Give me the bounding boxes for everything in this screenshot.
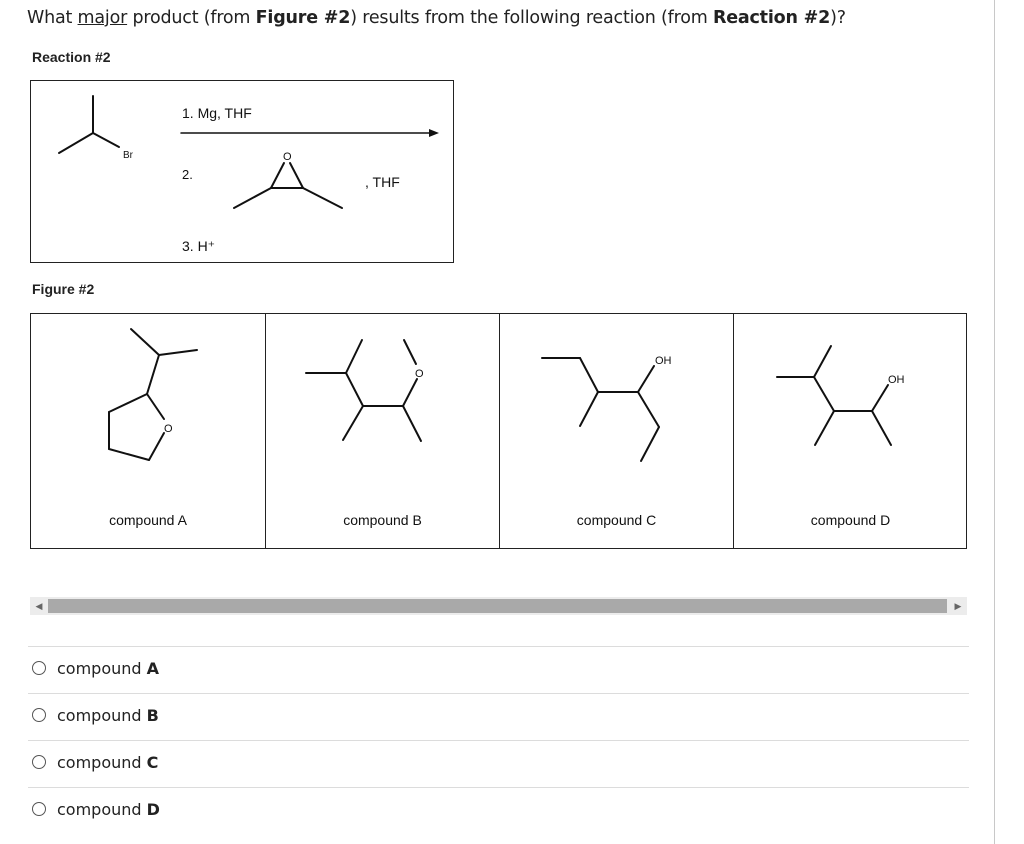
page-right-border: [994, 0, 995, 844]
step-2: 2.: [182, 167, 193, 182]
step-3: 3. H⁺: [182, 238, 216, 254]
option-compound-b[interactable]: [28, 693, 969, 740]
option-label: compound C: [57, 753, 159, 772]
compound-b-cell: [265, 314, 499, 548]
answer-options: [28, 646, 969, 834]
compound-b-label: compound B: [343, 512, 422, 528]
epoxide-methyl-right: [303, 188, 342, 208]
reaction-drawing: [31, 81, 455, 264]
option-label: compound A: [57, 659, 160, 678]
epoxide-co-right: [290, 163, 303, 188]
option-label: compound D: [57, 800, 160, 819]
epoxide-oxygen: O: [283, 151, 292, 163]
figure-grid: [30, 313, 967, 549]
compound-a-cell: [31, 314, 265, 548]
radio-compound-c[interactable]: [32, 755, 46, 769]
option-compound-d[interactable]: [28, 787, 969, 834]
emphasis-major: major: [77, 8, 128, 28]
halide-bond-left: [59, 133, 93, 153]
compound-c-label: compound C: [576, 512, 657, 528]
option-compound-c[interactable]: [28, 740, 969, 787]
compound-a-oxygen: O: [164, 423, 173, 435]
compound-d-cell: [733, 314, 967, 548]
compound-c-cell: [499, 314, 733, 548]
reaction-scheme: [30, 80, 454, 263]
step-1: 1. Mg, THF: [182, 105, 252, 121]
radio-compound-b[interactable]: [32, 708, 46, 722]
halide-atom: Br: [123, 150, 133, 161]
option-label: compound B: [57, 706, 159, 725]
compound-d-label: compound D: [810, 512, 891, 528]
scrollbar-thumb[interactable]: [48, 599, 947, 613]
scroll-left-arrow-icon[interactable]: ◀: [35, 601, 43, 611]
horizontal-scrollbar[interactable]: [30, 597, 967, 615]
compound-c-hydroxyl: OH: [655, 355, 672, 367]
reaction-arrow-head: [429, 129, 439, 137]
halide-bond-right: [93, 133, 119, 147]
epoxide-co-left: [271, 163, 284, 188]
radio-compound-a[interactable]: [32, 661, 46, 675]
radio-compound-d[interactable]: [32, 802, 46, 816]
solvent-label: , THF: [365, 174, 400, 190]
reaction-label: Reaction #2: [32, 49, 111, 65]
epoxide-methyl-left: [234, 188, 271, 208]
compound-b-oxygen: O: [415, 368, 424, 380]
option-compound-a[interactable]: [28, 646, 969, 693]
scroll-right-arrow-icon[interactable]: ▶: [954, 601, 962, 611]
compound-a-label: compound A: [109, 512, 187, 528]
compound-d-hydroxyl: OH: [888, 374, 905, 386]
figure-label: Figure #2: [32, 281, 95, 297]
question-text: What major product (from Figure #2) results from the following reaction (from Reaction #2)?: [27, 8, 846, 28]
